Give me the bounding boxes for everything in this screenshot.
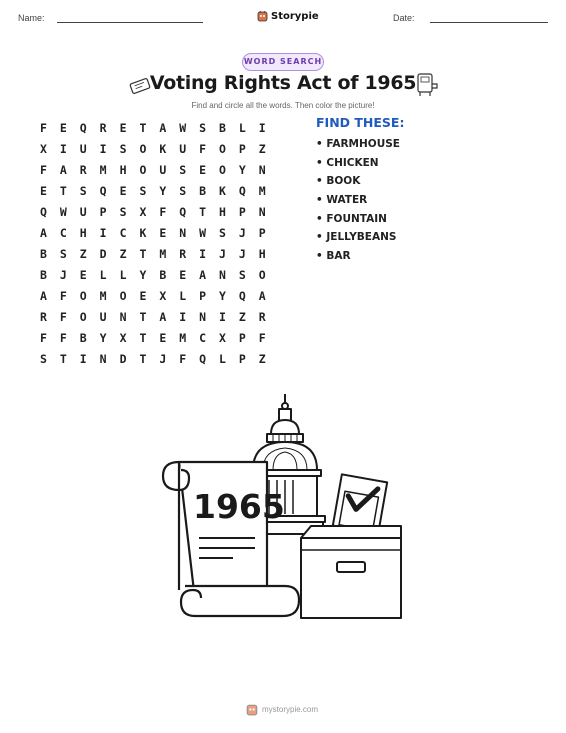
date-line[interactable] [430, 13, 548, 23]
grid-letter[interactable]: L [99, 267, 107, 282]
grid-row [40, 243, 279, 264]
word-item: • CHICKEN [316, 156, 379, 169]
grid-letter[interactable]: U [159, 162, 167, 177]
brand-name: Storypie [271, 10, 319, 22]
grid-letter[interactable]: Z [238, 309, 246, 324]
grid-letter[interactable]: Q [99, 183, 107, 198]
grid-letter[interactable]: N [219, 267, 226, 282]
grid-row [40, 222, 279, 243]
grid-letter[interactable]: L [179, 288, 187, 303]
grid-letter[interactable]: Y [139, 267, 147, 282]
grid-letter[interactable]: M [99, 288, 107, 303]
grid-row [40, 327, 279, 348]
grid-letter[interactable]: X [219, 330, 226, 345]
grid-letter[interactable]: O [139, 162, 147, 177]
grid-letter[interactable]: Q [199, 351, 207, 366]
grid-letter[interactable]: B [219, 120, 226, 135]
grid-letter[interactable]: C [199, 330, 207, 345]
grid-row [40, 201, 279, 222]
grid-letter[interactable]: T [139, 351, 147, 366]
grid-letter[interactable]: C [119, 225, 127, 240]
grid-letter[interactable]: D [119, 351, 127, 366]
grid-letter[interactable]: I [59, 141, 67, 156]
grid-letter[interactable]: J [59, 267, 67, 282]
grid-letter[interactable]: N [258, 162, 266, 177]
grid-letter[interactable]: T [139, 246, 147, 261]
grid-letter[interactable]: F [40, 330, 47, 345]
grid-letter[interactable]: J [238, 246, 246, 261]
grid-letter[interactable]: D [99, 246, 107, 261]
coloring-illustration[interactable] [155, 390, 411, 625]
grid-letter[interactable]: X [119, 330, 127, 345]
grid-letter[interactable]: Y [238, 162, 246, 177]
grid-letter[interactable]: O [258, 267, 266, 282]
grid-letter[interactable]: T [139, 120, 147, 135]
page-title: Voting Rights Act of 1965 [149, 72, 417, 94]
grid-letter[interactable]: Q [79, 120, 87, 135]
grid-letter[interactable]: W [59, 204, 67, 219]
grid-letter[interactable]: E [119, 120, 127, 135]
grid-letter[interactable]: A [199, 267, 207, 282]
grid-letter[interactable]: Z [79, 246, 87, 261]
grid-row [40, 159, 279, 180]
grid-letter[interactable]: I [99, 225, 107, 240]
grid-letter[interactable]: L [219, 351, 226, 366]
grid-letter[interactable]: O [119, 288, 127, 303]
grid-letter[interactable]: T [199, 204, 207, 219]
grid-letter[interactable]: I [219, 309, 226, 324]
grid-letter[interactable]: K [219, 183, 226, 198]
grid-letter[interactable]: Q [238, 288, 246, 303]
grid-letter[interactable]: I [199, 246, 207, 261]
grid-letter[interactable]: P [99, 204, 107, 219]
grid-letter[interactable]: L [119, 267, 127, 282]
grid-letter[interactable]: R [79, 162, 87, 177]
grid-letter[interactable]: S [199, 120, 207, 135]
word-item: • WATER [316, 194, 368, 207]
grid-letter[interactable]: A [258, 288, 266, 303]
grid-letter[interactable]: P [238, 351, 246, 366]
grid-letter[interactable]: T [139, 330, 147, 345]
grid-letter[interactable]: N [179, 225, 187, 240]
grid-letter[interactable]: B [40, 246, 47, 261]
grid-letter[interactable]: M [99, 162, 107, 177]
grid-letter[interactable]: R [40, 309, 47, 324]
grid-letter[interactable]: S [119, 141, 127, 156]
grid-letter[interactable]: S [219, 225, 226, 240]
grid-letter[interactable]: A [159, 309, 167, 324]
grid-letter[interactable]: S [59, 246, 67, 261]
footer-url[interactable]: mystorypie.com [262, 705, 319, 714]
grid-letter[interactable]: P [199, 288, 207, 303]
word-item: • JELLYBEANS [316, 231, 397, 244]
grid-letter[interactable]: Q [238, 183, 246, 198]
grid-letter[interactable]: A [40, 288, 47, 303]
grid-letter[interactable]: S [179, 162, 187, 177]
grid-letter[interactable]: E [79, 267, 87, 282]
find-title: FIND THESE: [316, 115, 405, 130]
grid-letter[interactable]: R [99, 120, 107, 135]
grid-letter[interactable]: T [59, 351, 67, 366]
letter-grid[interactable] [40, 117, 279, 369]
grid-row [40, 306, 279, 327]
grid-letter[interactable]: P [258, 225, 266, 240]
storypie-logo-icon [257, 10, 268, 22]
grid-letter[interactable]: Z [258, 141, 266, 156]
word-item: • BAR [316, 250, 351, 263]
grid-letter[interactable]: C [59, 225, 67, 240]
grid-letter[interactable]: J [159, 351, 167, 366]
grid-letter[interactable]: F [40, 120, 47, 135]
grid-letter[interactable]: I [179, 309, 187, 324]
grid-letter[interactable]: S [79, 183, 87, 198]
grid-letter[interactable]: A [59, 162, 67, 177]
grid-row [40, 117, 279, 138]
grid-letter[interactable]: E [159, 225, 167, 240]
grid-letter[interactable]: E [179, 267, 187, 282]
grid-letter[interactable]: N [199, 309, 207, 324]
grid-letter[interactable]: W [199, 225, 207, 240]
word-item: • FARMHOUSE [316, 138, 400, 150]
grid-letter[interactable]: A [159, 120, 167, 135]
grid-letter[interactable]: N [258, 204, 266, 219]
grid-letter[interactable]: F [159, 204, 167, 219]
grid-letter[interactable]: U [179, 141, 187, 156]
grid-letter[interactable]: F [258, 330, 266, 345]
grid-letter[interactable]: B [159, 267, 167, 282]
grid-letter[interactable]: B [79, 330, 87, 345]
name-label: Name: [18, 13, 45, 23]
grid-row [40, 180, 279, 201]
grid-letter[interactable]: U [79, 204, 87, 219]
grid-letter[interactable]: Y [99, 330, 107, 345]
grid-row [40, 348, 279, 369]
grid-letter[interactable]: N [119, 309, 127, 324]
name-line[interactable] [57, 13, 203, 23]
grid-letter[interactable]: R [258, 309, 266, 324]
grid-letter[interactable]: I [79, 351, 87, 366]
grid-letter[interactable]: Z [258, 351, 266, 366]
grid-letter[interactable]: O [139, 141, 147, 156]
scroll-year: 1965 [193, 487, 285, 526]
grid-letter[interactable]: M [159, 246, 167, 261]
grid-letter[interactable]: E [119, 183, 127, 198]
grid-letter[interactable]: F [40, 162, 47, 177]
grid-letter[interactable]: H [79, 225, 87, 240]
grid-letter[interactable]: F [179, 351, 187, 366]
grid-letter[interactable]: F [199, 141, 207, 156]
grid-letter[interactable]: X [40, 141, 47, 156]
grid-letter[interactable]: X [159, 288, 167, 303]
grid-letter[interactable]: L [238, 120, 246, 135]
grid-letter[interactable]: O [219, 162, 226, 177]
grid-letter[interactable]: F [59, 330, 67, 345]
grid-letter[interactable]: U [79, 141, 87, 156]
word-search-badge: WORD SEARCH [242, 53, 324, 71]
grid-letter[interactable]: F [59, 288, 67, 303]
brand [257, 10, 319, 22]
grid-letter[interactable]: M [258, 183, 266, 198]
dispenser-icon [412, 70, 440, 98]
word-item: • BOOK [316, 175, 361, 188]
word-item: • FOUNTAIN [316, 212, 387, 225]
grid-letter[interactable]: J [238, 225, 246, 240]
instructions: Find and circle all the words. Then color the picture! [191, 101, 375, 110]
grid-letter[interactable]: S [119, 204, 127, 219]
grid-letter[interactable]: S [238, 267, 246, 282]
word-list [316, 137, 400, 268]
grid-letter[interactable]: Q [179, 204, 187, 219]
grid-letter[interactable]: R [179, 246, 187, 261]
grid-letter[interactable]: U [99, 309, 107, 324]
grid-row [40, 285, 279, 306]
grid-letter[interactable]: I [99, 141, 107, 156]
grid-letter[interactable]: S [139, 183, 147, 198]
grid-letter[interactable]: J [219, 246, 226, 261]
grid-letter[interactable]: S [40, 351, 47, 366]
grid-letter[interactable]: Q [40, 204, 47, 219]
grid-letter[interactable]: P [238, 330, 246, 345]
grid-letter[interactable]: T [59, 183, 67, 198]
grid-letter[interactable]: E [139, 288, 147, 303]
grid-letter[interactable]: Y [159, 183, 167, 198]
grid-letter[interactable]: E [159, 330, 167, 345]
grid-letter[interactable]: P [238, 141, 246, 156]
grid-letter[interactable]: M [179, 330, 187, 345]
grid-letter[interactable]: B [199, 183, 207, 198]
date-label: Date: [393, 13, 415, 23]
grid-letter[interactable]: B [40, 267, 47, 282]
grid-letter[interactable]: S [179, 183, 187, 198]
grid-letter[interactable]: H [119, 162, 127, 177]
grid-letter[interactable]: P [238, 204, 246, 219]
grid-letter[interactable]: W [179, 120, 187, 135]
grid-letter[interactable]: K [139, 225, 147, 240]
grid-letter[interactable]: A [40, 225, 47, 240]
footer [246, 703, 318, 716]
grid-row [40, 138, 279, 159]
grid-letter[interactable]: Z [119, 246, 127, 261]
grid-letter[interactable]: O [79, 309, 87, 324]
grid-letter[interactable]: O [79, 288, 87, 303]
grid-letter[interactable]: F [59, 309, 67, 324]
grid-letter[interactable]: E [40, 183, 47, 198]
grid-letter[interactable]: Y [219, 288, 226, 303]
grid-letter[interactable]: I [258, 120, 266, 135]
grid-letter[interactable]: T [139, 309, 147, 324]
grid-letter[interactable]: E [59, 120, 67, 135]
grid-row [40, 264, 279, 285]
grid-letter[interactable]: X [139, 204, 147, 219]
grid-letter[interactable]: H [219, 204, 226, 219]
grid-letter[interactable]: O [219, 141, 226, 156]
storypie-logo-icon [246, 703, 258, 716]
grid-letter[interactable]: E [199, 162, 207, 177]
grid-letter[interactable]: K [159, 141, 167, 156]
grid-letter[interactable]: H [258, 246, 266, 261]
grid-letter[interactable]: N [99, 351, 107, 366]
